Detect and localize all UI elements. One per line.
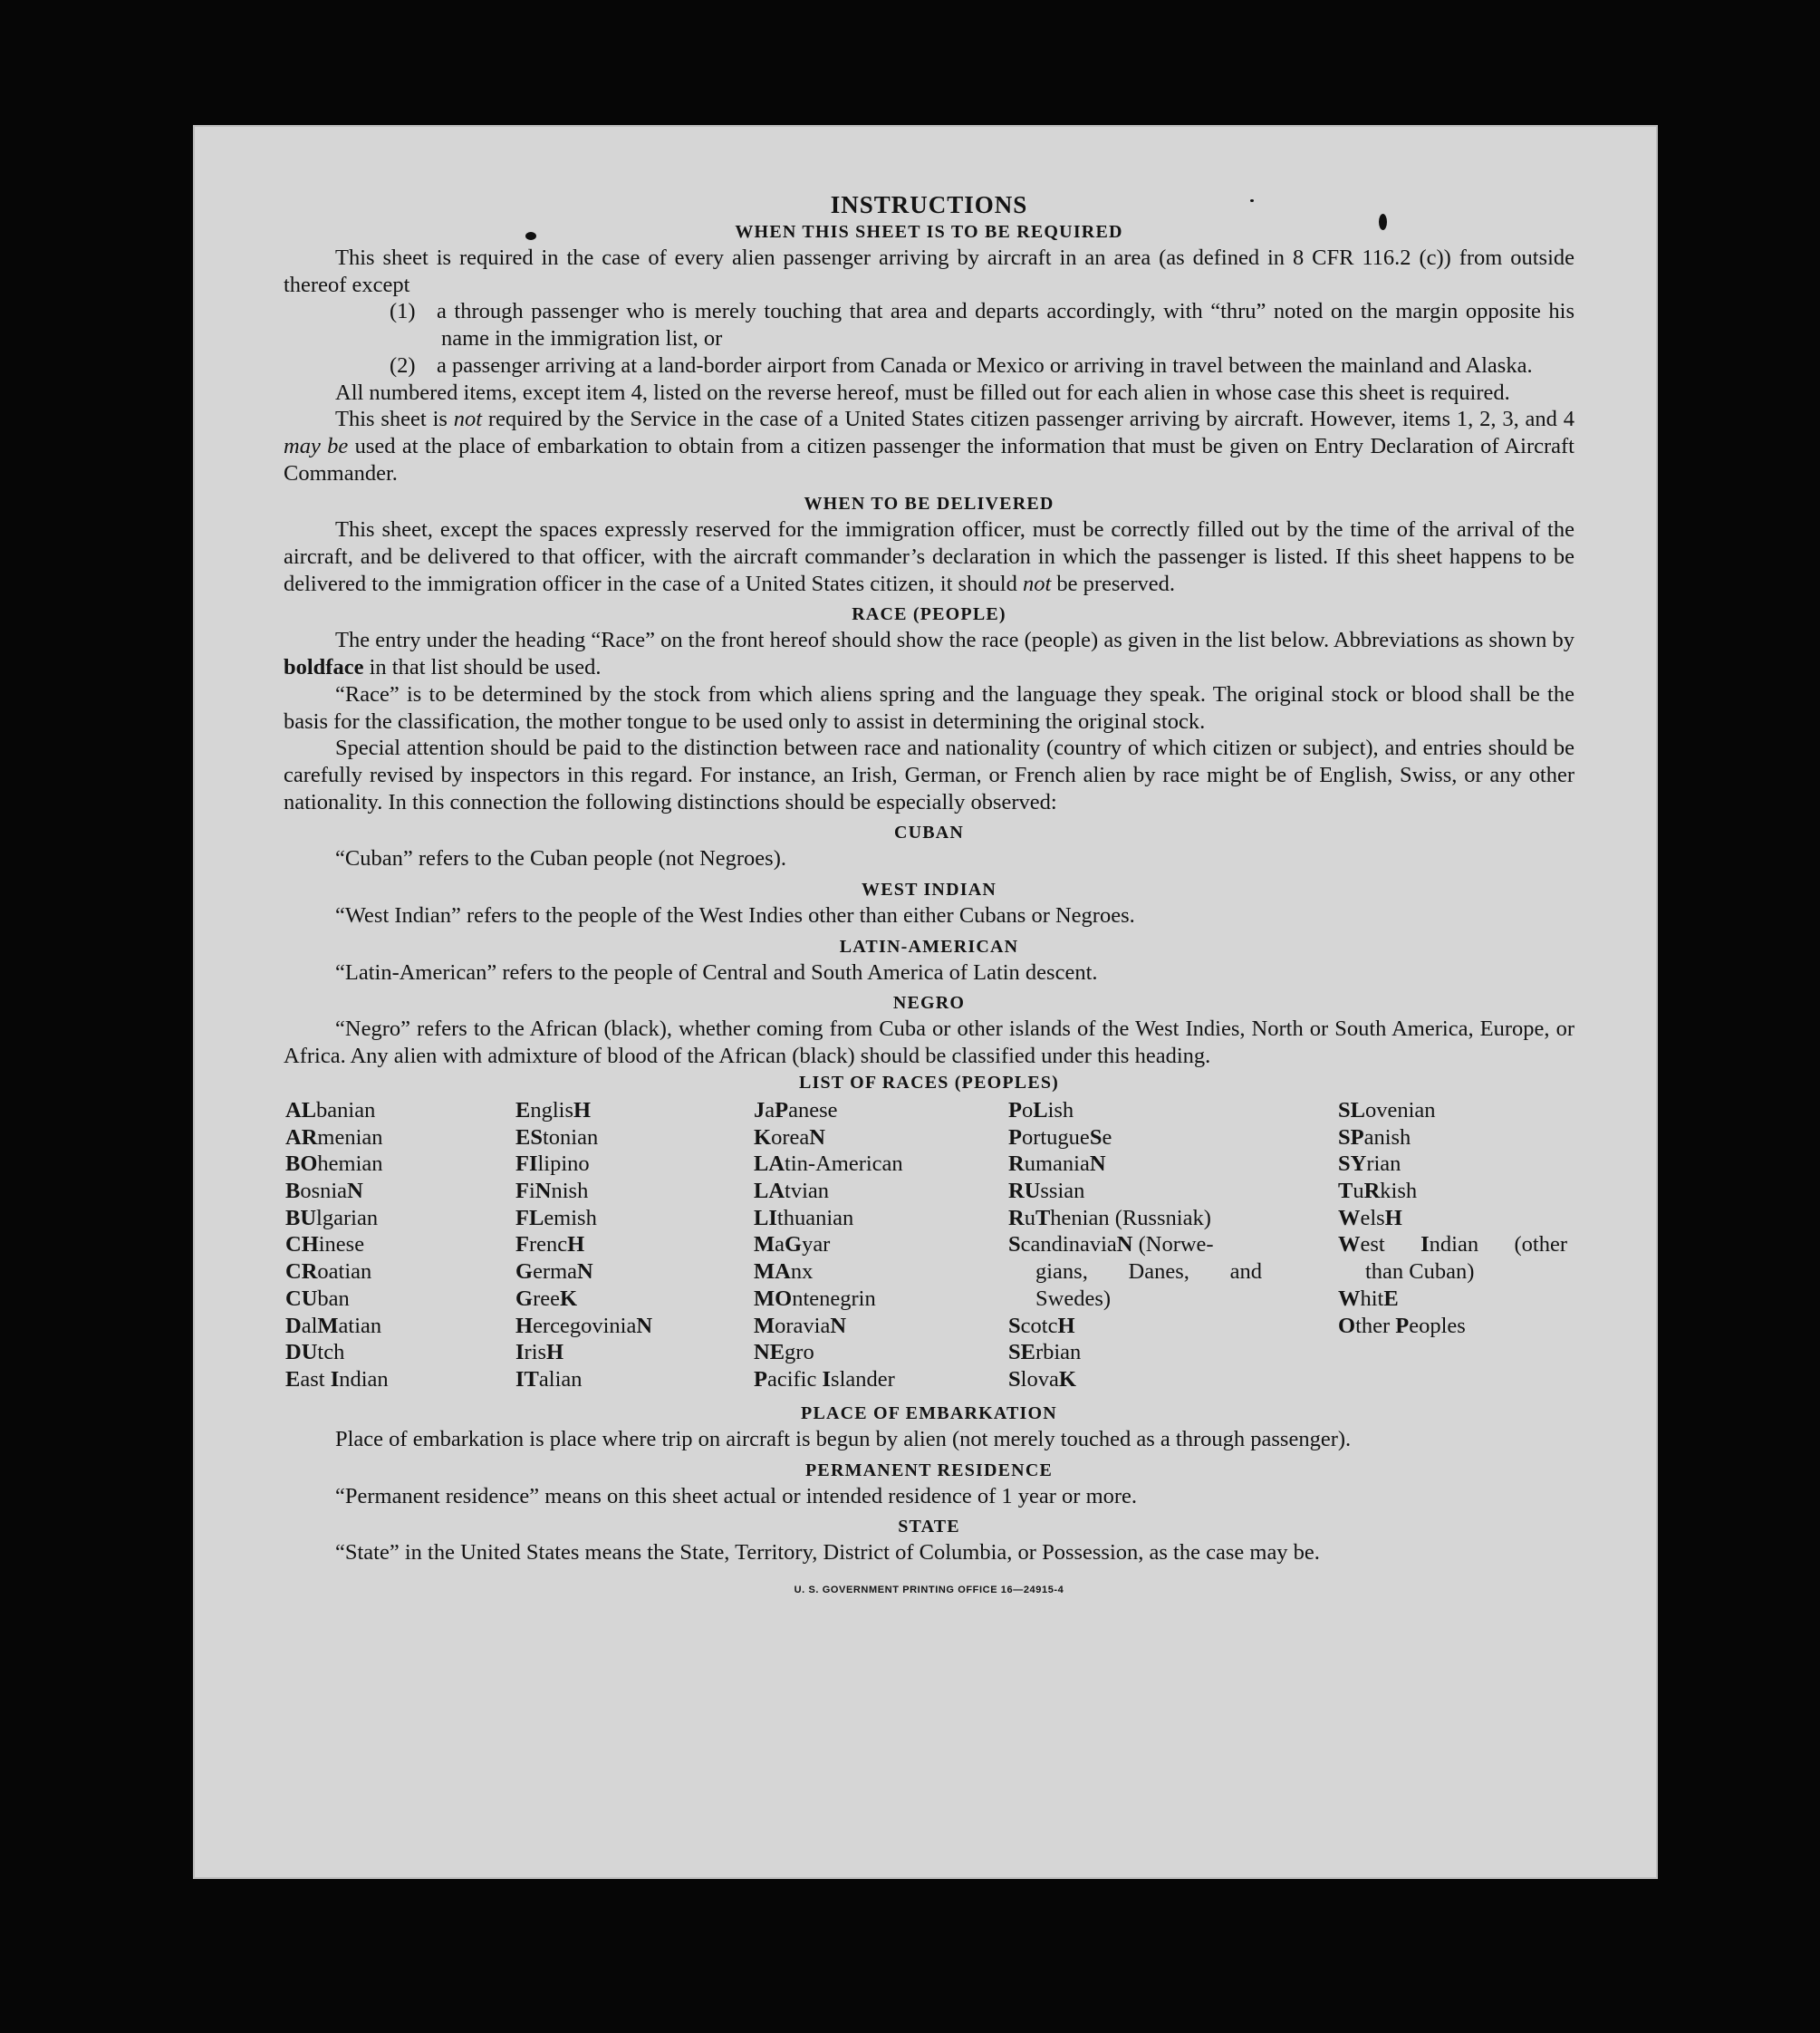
races-column-2 xyxy=(515,1097,724,1393)
citizen-paragraph xyxy=(284,406,1574,487)
race-abbrev: BU xyxy=(285,1205,317,1230)
race-entry xyxy=(754,1258,989,1286)
race-abbrev: M xyxy=(317,1313,339,1338)
race-abbrev: SL xyxy=(1338,1097,1365,1122)
race-entry xyxy=(754,1097,989,1124)
race-abbrev: LA xyxy=(754,1151,785,1177)
race-text: oatian xyxy=(317,1259,372,1285)
race-abbrev: R xyxy=(1363,1178,1381,1203)
item-number: (2) xyxy=(390,352,416,378)
race-text: nish xyxy=(551,1178,589,1203)
race-abbrev: S xyxy=(1008,1232,1021,1257)
race-text: nx xyxy=(790,1259,814,1285)
cuban-definition: “Cuban” refers to the Cuban people (not Negroes). xyxy=(335,846,786,872)
race-text: i xyxy=(528,1178,535,1203)
race-entry xyxy=(515,1286,724,1313)
race-abbrev: R xyxy=(1008,1205,1025,1230)
race-entry xyxy=(285,1205,485,1232)
race-abbrev: FI xyxy=(515,1151,538,1177)
races-column-4-bottom xyxy=(1008,1313,1271,1393)
race-entry xyxy=(515,1151,724,1178)
race-entry xyxy=(1008,1366,1271,1393)
race-abbrev: SP xyxy=(1338,1124,1364,1150)
race-text: els xyxy=(1360,1205,1385,1230)
race-abbrev: K xyxy=(1058,1366,1076,1392)
embarkation-definition: Place of embarkation is place where trip on aircraft is begun by alien (not merely touched as a through passenger). xyxy=(335,1426,1352,1451)
race-abbrev: MO xyxy=(754,1286,793,1311)
race-entry xyxy=(515,1124,724,1151)
race-abbrev: W xyxy=(1338,1232,1361,1257)
race-entry xyxy=(515,1339,724,1366)
race-abbrev: E xyxy=(1383,1286,1399,1311)
race-text: o xyxy=(1021,1097,1034,1122)
heading-negro: NEGRO xyxy=(892,993,966,1014)
race-text: tonian xyxy=(542,1124,599,1150)
race-text: banian xyxy=(316,1097,376,1122)
heading-permanent-residence: PERMANENT RESIDENCE xyxy=(804,1460,1054,1480)
race-text: rian xyxy=(1366,1151,1401,1177)
race-text: renc xyxy=(528,1232,568,1257)
race-text: ovenian xyxy=(1364,1097,1436,1122)
race-text: emish xyxy=(544,1205,597,1230)
race-abbrev: I xyxy=(330,1366,340,1392)
race-abbrev: P xyxy=(1395,1313,1410,1338)
races-column-5-bottom xyxy=(1338,1286,1574,1339)
race-abbrev: I xyxy=(822,1366,832,1392)
race-abbrev: P xyxy=(775,1097,789,1122)
races-column-3 xyxy=(754,1097,989,1393)
instructions-content xyxy=(284,190,1574,1604)
text-run: in that list should be used. xyxy=(363,655,602,680)
race-abbrev: I xyxy=(1420,1232,1430,1257)
race-abbrev: H xyxy=(546,1340,564,1365)
race-abbrev: E xyxy=(515,1097,531,1122)
race-text: ish xyxy=(1047,1097,1074,1122)
race-entry xyxy=(1338,1097,1574,1124)
race-entry xyxy=(1338,1205,1574,1232)
page-title: INSTRUCTIONS xyxy=(830,191,1028,218)
item-number: (1) xyxy=(390,299,416,324)
printing-office-footer: U. S. GOVERNMENT PRINTING OFFICE 16—24915-4 xyxy=(794,1584,1064,1595)
race-text: tin-American xyxy=(785,1151,903,1177)
when-delivered-paragraph xyxy=(284,516,1574,597)
race-entry xyxy=(1338,1178,1574,1205)
race-text: ssian xyxy=(1040,1178,1085,1203)
race-text: slander xyxy=(831,1366,895,1392)
race-abbrev: CR xyxy=(285,1259,318,1285)
text-run: The entry under the heading “Race” on the front hereof should show the race (people) as given in the list below. Abbreviations as shown by xyxy=(335,628,1574,653)
race-abbrev: D xyxy=(285,1313,302,1338)
race-entry xyxy=(1338,1124,1574,1151)
race-abbrev: P xyxy=(1008,1124,1022,1150)
race-abbrev: FL xyxy=(515,1205,544,1230)
race-entry xyxy=(1338,1286,1574,1313)
race-text: kish xyxy=(1380,1178,1418,1203)
race-abbrev: CU xyxy=(285,1286,318,1311)
race-abbrev: R xyxy=(1008,1151,1025,1177)
race-entry xyxy=(285,1339,485,1366)
emphasis-text: not xyxy=(453,407,483,432)
race-abbrev: G xyxy=(515,1259,534,1285)
race-text: lgarian xyxy=(316,1205,379,1230)
race-text: candinavia xyxy=(1020,1232,1117,1257)
race-abbrev: CH xyxy=(285,1232,319,1257)
heading-cuban: CUBAN xyxy=(893,823,965,843)
race-abbrev: J xyxy=(754,1097,766,1122)
race-text: thuanian xyxy=(776,1205,854,1230)
race-abbrev: T xyxy=(1035,1205,1051,1230)
race-entry xyxy=(1008,1124,1271,1151)
race-entry xyxy=(515,1205,724,1232)
race-abbrev: N xyxy=(809,1124,825,1150)
race-text: anish xyxy=(1363,1124,1411,1150)
residence-definition: “Permanent residence” means on this sheet actual or intended residence of 1 year or more. xyxy=(335,1483,1138,1508)
race-abbrev: G xyxy=(785,1232,803,1257)
race-text: eoples xyxy=(1409,1313,1466,1338)
text-run: used at the place of embarkation to obtain from a citizen passenger the information that must be given on Entry Declaration of Aircraft Commander. xyxy=(284,433,1574,486)
race-entry xyxy=(754,1339,989,1366)
race-abbrev: AR xyxy=(285,1124,318,1150)
race-entry xyxy=(754,1231,989,1258)
item-text: a through passenger who is merely touching that area and departs accordingly, with “thru” noted on the margin opposite his name in the immigration list, or xyxy=(437,299,1574,352)
race-abbrev: RU xyxy=(1008,1178,1041,1203)
race-entry-line xyxy=(1008,1231,1271,1258)
when-required-intro: This sheet is required in the case of every alien passenger arriving by aircraft in an area (as defined in 8 CFR 116.2 (c)) from outside thereof except xyxy=(284,246,1574,297)
race-paragraph-2: “Race” is to be determined by the stock from which aliens spring and the language they speak. The original stock or blood shall be the basis for the classification, the mother tongue to be used only to assist in determining the original stock. xyxy=(284,681,1574,734)
race-abbrev: K xyxy=(754,1124,772,1150)
race-entry xyxy=(754,1286,989,1313)
race-text: gro xyxy=(785,1340,814,1365)
race-entry xyxy=(515,1231,724,1258)
heading-when-required: WHEN THIS SHEET IS TO BE REQUIRED xyxy=(735,222,1123,242)
race-text: ther xyxy=(1355,1313,1396,1338)
heading-west-indian: WEST INDIAN xyxy=(862,880,997,901)
exception-item-2 xyxy=(390,352,1574,380)
race-abbrev: M xyxy=(754,1232,775,1257)
race-text: erma xyxy=(533,1259,578,1285)
race-entry-continuation: Swedes) xyxy=(1035,1286,1112,1311)
race-text: tch xyxy=(317,1340,345,1365)
race-text: nglis xyxy=(530,1097,573,1122)
race-abbrev: M xyxy=(754,1313,775,1338)
heading-latin-american: LATIN-AMERICAN xyxy=(839,936,1019,957)
race-text: menian xyxy=(317,1124,383,1150)
race-abbrev: N xyxy=(1089,1151,1106,1177)
race-entry xyxy=(1338,1151,1574,1178)
races-column-5 xyxy=(1338,1097,1574,1339)
race-entry xyxy=(754,1178,989,1205)
race-entry xyxy=(285,1178,485,1205)
race-text: u xyxy=(1353,1178,1364,1203)
race-text: inese xyxy=(318,1232,365,1257)
race-abbrev: H xyxy=(515,1313,534,1338)
race-text: ris xyxy=(524,1340,547,1365)
emphasis-text: may be xyxy=(284,433,349,458)
west-indian-definition: “West Indian” refers to the people of the West Indies other than either Cubans or Negroes. xyxy=(335,903,1135,929)
race-entry xyxy=(1008,1151,1271,1178)
race-entry xyxy=(754,1124,989,1151)
race-abbrev: LA xyxy=(754,1178,785,1203)
race-abbrev: E xyxy=(285,1366,301,1392)
heading-race: RACE (PEOPLE) xyxy=(852,604,1006,625)
race-text: a xyxy=(775,1232,785,1257)
race-text: ndian xyxy=(339,1366,389,1392)
race-text: yar xyxy=(802,1232,831,1257)
negro-definition: “Negro” refers to the African (black), whether coming from Cuba or other islands of the West Indies, North or South America, Europe, or Africa. Any alien with admixture of blood of the African (black) should be classified under this heading. xyxy=(284,1016,1574,1069)
races-column-4-top xyxy=(1008,1097,1271,1232)
item-text: a passenger arriving at a land-border airport from Canada or Mexico or arriving in travel between the mainland and Alaska. xyxy=(437,352,1533,378)
race-abbrev: H xyxy=(567,1232,585,1257)
race-abbrev: I xyxy=(515,1340,525,1365)
race-entry xyxy=(515,1258,724,1286)
race-text: ast xyxy=(300,1366,331,1392)
race-entry xyxy=(515,1366,724,1393)
race-entry xyxy=(515,1178,724,1205)
race-abbrev: NE xyxy=(754,1340,785,1365)
race-entry xyxy=(285,1313,485,1340)
race-entry-west-indian xyxy=(1338,1231,1574,1285)
document-sheet xyxy=(193,125,1658,1879)
race-entry xyxy=(1008,1097,1271,1124)
race-abbrev: O xyxy=(1338,1313,1356,1338)
latin-american-definition: “Latin-American” refers to the people of Central and South America of Latin descent. xyxy=(335,959,1098,985)
race-entry xyxy=(285,1097,485,1124)
race-abbrev: T xyxy=(1338,1178,1353,1203)
races-list xyxy=(284,1097,1574,1396)
race-text: osnia xyxy=(300,1178,348,1203)
race-entry xyxy=(285,1366,485,1393)
race-abbrev: H xyxy=(573,1097,592,1122)
race-abbrev: S xyxy=(1008,1313,1021,1338)
race-text: ercegovinia xyxy=(533,1313,637,1338)
race-text: al xyxy=(301,1313,318,1338)
race-abbrev: N xyxy=(534,1178,552,1203)
race-entry xyxy=(754,1151,989,1178)
race-text: hemian xyxy=(317,1151,383,1177)
race-entry xyxy=(285,1258,485,1286)
race-text: orea xyxy=(771,1124,810,1150)
race-abbrev: N xyxy=(636,1313,653,1338)
race-entry xyxy=(285,1151,485,1178)
race-entry xyxy=(754,1313,989,1340)
race-entry xyxy=(285,1124,485,1151)
race-abbrev: H xyxy=(1057,1313,1075,1338)
race-abbrev: ES xyxy=(515,1124,543,1150)
race-text: acific xyxy=(766,1366,823,1392)
race-text: rbian xyxy=(1035,1340,1082,1365)
race-abbrev: N xyxy=(1116,1232,1133,1257)
races-column-1 xyxy=(285,1097,485,1393)
race-abbrev: L xyxy=(1033,1097,1048,1122)
emphasis-text: not xyxy=(1022,571,1052,596)
race-abbrev: F xyxy=(515,1178,529,1203)
race-text: tvian xyxy=(785,1178,830,1203)
races-column-4 xyxy=(1008,1097,1271,1393)
race-abbrev: B xyxy=(285,1178,301,1203)
race-abbrev: G xyxy=(515,1286,534,1311)
state-definition: “State” in the United States means the State, Territory, District of Columbia, or Possession, as the case may be. xyxy=(335,1540,1320,1566)
race-entry-scandinavian xyxy=(1008,1231,1271,1312)
numbered-items-paragraph: All numbered items, except item 4, listed on the reverse hereof, must be filled out for each alien in whose case this sheet is required. xyxy=(335,380,1510,405)
race-text: oravia xyxy=(775,1313,831,1338)
race-text: (Norwe- xyxy=(1132,1232,1214,1257)
race-text: cotc xyxy=(1020,1313,1058,1338)
race-entry xyxy=(754,1366,989,1393)
race-paragraph-3: Special attention should be paid to the distinction between race and nationality (country of which citizen or subject), and entries should be carefully revised by inspectors in this regard. For instance, an Irish, German, or French alien by race might be of English, Swiss, or any other nationality. In this connection the following distinctions should be especially observed: xyxy=(284,736,1574,814)
race-abbrev: SE xyxy=(1008,1340,1035,1365)
race-text: umania xyxy=(1024,1151,1090,1177)
race-abbrev: N xyxy=(347,1178,363,1203)
race-abbrev: W xyxy=(1338,1205,1361,1230)
race-entry xyxy=(285,1231,485,1258)
race-entry xyxy=(1008,1313,1271,1340)
race-abbrev: S xyxy=(1089,1124,1103,1150)
race-abbrev: MA xyxy=(754,1259,791,1285)
heading-state: STATE xyxy=(898,1517,960,1537)
race-entry xyxy=(285,1286,485,1313)
race-abbrev: BO xyxy=(285,1151,318,1177)
race-abbrev: SY xyxy=(1338,1151,1367,1177)
race-text: a xyxy=(765,1097,775,1122)
race-entry xyxy=(515,1097,724,1124)
race-entry-continuation: gians, Danes, and xyxy=(1035,1259,1262,1285)
race-text: hit xyxy=(1360,1286,1384,1311)
race-abbrev: IT xyxy=(515,1366,539,1392)
race-abbrev: W xyxy=(1338,1286,1361,1311)
race-text: anese xyxy=(788,1097,838,1122)
race-text: henian (Russniak) xyxy=(1050,1205,1211,1230)
race-paragraph-1 xyxy=(284,627,1574,680)
text-run: This sheet is xyxy=(335,407,454,432)
race-text: u xyxy=(1024,1205,1035,1230)
race-text: atian xyxy=(338,1313,382,1338)
race-abbrev: DU xyxy=(285,1340,318,1365)
race-text: ban xyxy=(317,1286,350,1311)
race-text: ree xyxy=(533,1286,560,1311)
race-abbrev: AL xyxy=(285,1097,317,1122)
text-run: required by the Service in the case of a United States citizen passenger arriving by aircraft. However, items 1, 2, 3, and 4 xyxy=(482,407,1574,432)
race-abbrev: S xyxy=(1008,1366,1021,1392)
race-entry xyxy=(1008,1205,1271,1232)
bold-text: boldface xyxy=(284,655,364,680)
race-text: est xyxy=(1360,1232,1421,1257)
race-abbrev: N xyxy=(830,1313,847,1338)
race-entry-line xyxy=(1338,1231,1567,1258)
race-abbrev: F xyxy=(515,1232,529,1257)
race-abbrev: H xyxy=(1384,1205,1402,1230)
race-entry xyxy=(1008,1339,1271,1366)
race-abbrev: P xyxy=(754,1366,767,1392)
text-run: This sheet, except the spaces expressly reserved for the immigration officer, must be correctly filled out by the time of the arrival of the aircraft, and be delivered to that officer, with the aircraft commander’s declaration in which the passenger is listed. If this sheet happens to be delivered to the immigration officer in the case of a United States citizen, it should xyxy=(284,517,1574,596)
race-abbrev: N xyxy=(577,1259,593,1285)
heading-embarkation: PLACE OF EMBARKATION xyxy=(801,1402,1057,1423)
exception-item-1 xyxy=(390,298,1574,352)
race-text: alian xyxy=(538,1366,583,1392)
race-abbrev: P xyxy=(1008,1097,1022,1122)
heading-when-delivered: WHEN TO BE DELIVERED xyxy=(804,494,1054,515)
race-text: ntenegrin xyxy=(792,1286,876,1311)
race-text: ndian (other xyxy=(1429,1232,1567,1257)
race-text: lova xyxy=(1020,1366,1059,1392)
race-text: lipino xyxy=(537,1151,590,1177)
race-abbrev: K xyxy=(559,1286,578,1311)
race-entry xyxy=(754,1205,989,1232)
race-text: e xyxy=(1102,1124,1112,1150)
text-run: be preserved. xyxy=(1051,571,1176,596)
race-abbrev: LI xyxy=(754,1205,777,1230)
race-entry xyxy=(1338,1313,1574,1340)
races-column-5-top xyxy=(1338,1097,1574,1232)
race-entry xyxy=(1008,1178,1271,1205)
race-entry-continuation: than Cuban) xyxy=(1365,1259,1475,1285)
race-text: ortugue xyxy=(1021,1124,1090,1150)
heading-list-of-races: LIST OF RACES (PEOPLES) xyxy=(798,1072,1060,1093)
race-entry xyxy=(515,1313,724,1340)
